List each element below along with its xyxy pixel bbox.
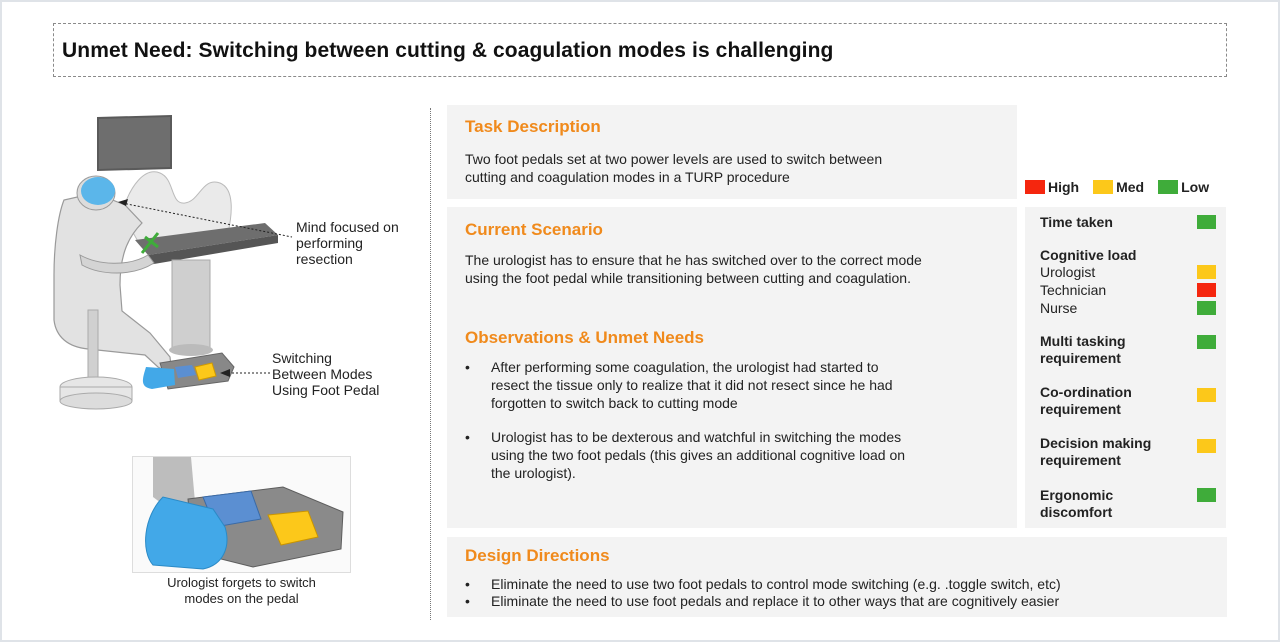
cognitive-load-label: Cognitive load (1040, 247, 1137, 263)
technician-label: Technician (1040, 282, 1107, 298)
time-taken-indicator (1197, 215, 1216, 229)
observations-heading: Observations & Unmet Needs (465, 328, 705, 347)
monitor-icon (97, 115, 172, 171)
thumb-caption: Urologist forgets to switch modes on the pedal (167, 575, 316, 606)
design-directions-heading: Design Directions (465, 546, 610, 565)
title-box (53, 23, 1227, 77)
legend-high: High (1025, 179, 1079, 195)
urologist-label: Urologist (1040, 264, 1096, 280)
list-item: • Eliminate the need to use foot pedals and replace it to other ways that are cognitively easier (465, 593, 1227, 610)
nurse-label: Nurse (1040, 300, 1078, 316)
list-item: • Eliminate the need to use two foot pedals to control mode switching (e.g. .toggle switch, etc) (465, 576, 1227, 593)
legend-low: Low (1158, 179, 1209, 195)
med-swatch (1093, 180, 1113, 194)
list-item: • Urologist has to be dexterous and watchful in switching the modes using the two foot pedals (this gives an additional cognitive load on the urologist). (465, 428, 1017, 482)
pedal-closeup-image (132, 456, 351, 573)
technician-indicator (1197, 283, 1216, 297)
time-taken-label: Time taken (1040, 214, 1113, 230)
section-divider (430, 108, 431, 620)
nurse-indicator (1197, 301, 1216, 315)
multi-tasking-label: Multi tasking requirement (1040, 333, 1126, 366)
task-description-heading: Task Description (465, 117, 601, 136)
surgeon-illustration (50, 105, 300, 425)
design-directions-list (465, 576, 1227, 610)
decision-making-indicator (1197, 439, 1216, 453)
table-shape (135, 223, 278, 356)
scenario-panel (447, 207, 1017, 528)
pedal-callout: Switching Between Modes Using Foot Pedal (272, 350, 380, 398)
list-item: • After performing some coagulation, the urologist had started to resect the tissue only to realize that it did not resect since he had forgotten to switch back to cutting mode (465, 358, 1017, 412)
task-description-text: Two foot pedals set at two power levels are used to switch between cutting and coagulation modes in a TURP procedure (465, 151, 883, 185)
design-directions-panel (447, 537, 1227, 617)
multi-tasking-indicator (1197, 335, 1216, 349)
observations-list (465, 358, 1017, 482)
urologist-indicator (1197, 265, 1216, 279)
current-scenario-heading: Current Scenario (465, 220, 603, 239)
rating-legend (1025, 179, 1223, 195)
mind-callout: Mind focused on performing resection (296, 219, 399, 267)
ergonomic-label: Ergonomic discomfort (1040, 487, 1114, 520)
legend-med: Med (1093, 179, 1144, 195)
low-swatch (1158, 180, 1178, 194)
ergonomic-indicator (1197, 488, 1216, 502)
coordination-label: Co-ordination requirement (1040, 384, 1132, 417)
high-swatch (1025, 180, 1045, 194)
decision-making-label: Decision making requirement (1040, 435, 1152, 468)
coordination-indicator (1197, 388, 1216, 402)
page-title: Unmet Need: Switching between cutting & coagulation modes is challenging (62, 39, 834, 62)
ratings-panel (1025, 207, 1226, 528)
current-scenario-text: The urologist has to ensure that he has switched over to the correct mode using the foot pedal while transitioning between cutting and coagulation. (465, 252, 922, 286)
task-description-panel (447, 105, 1017, 199)
